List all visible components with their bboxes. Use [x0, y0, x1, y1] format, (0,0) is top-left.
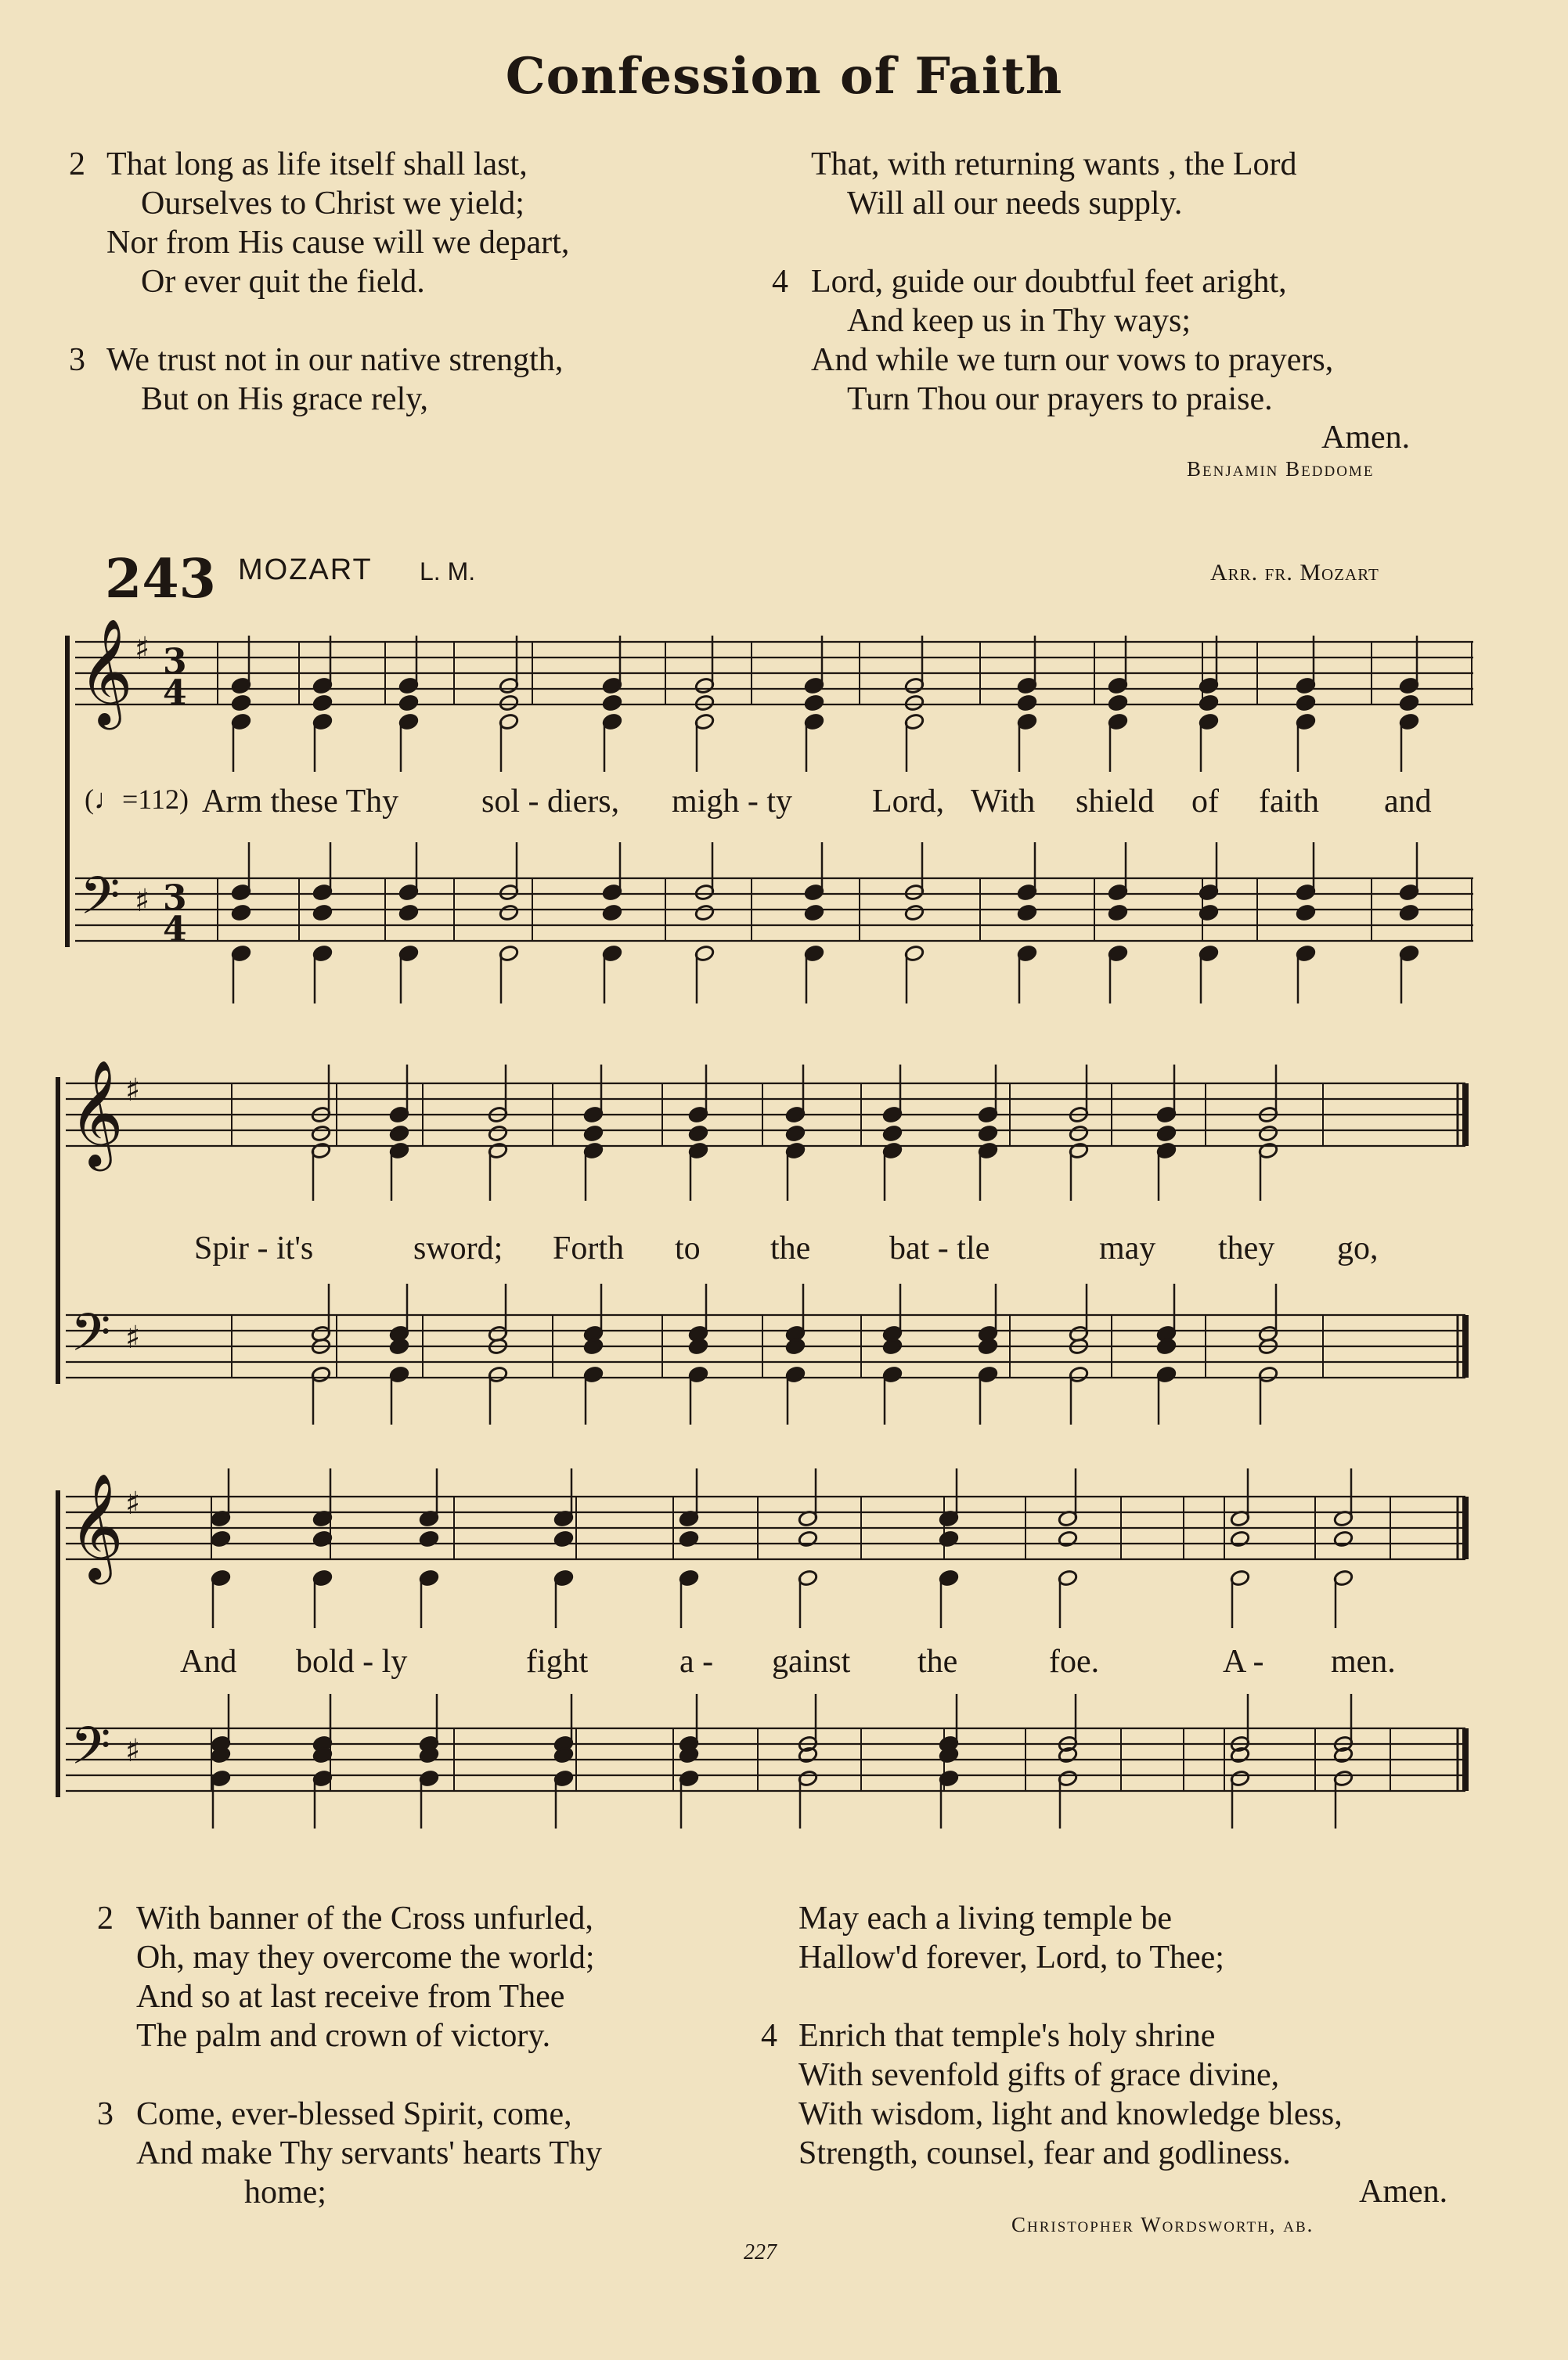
time-signature-bottom: 4 — [163, 910, 187, 949]
stanza-line: Oh, may they overcome the world; — [136, 1940, 595, 1976]
lyric-syllable: sol - diers, — [481, 784, 620, 820]
lyric-syllable: to — [675, 1230, 701, 1266]
notehead — [1199, 694, 1219, 712]
notehead — [1058, 1530, 1078, 1548]
notehead — [804, 694, 824, 712]
treble-clef-icon: 𝄞 — [69, 1058, 124, 1166]
notehead — [1108, 904, 1128, 922]
notehead — [488, 1125, 508, 1143]
lyric-syllable: bat - tle — [889, 1230, 990, 1266]
stanza-line: That long as life itself shall last, — [106, 146, 528, 182]
stanza-line: And keep us in Thy ways; — [847, 303, 1191, 339]
treble-clef-icon: 𝄞 — [78, 617, 133, 725]
notehead — [785, 1338, 806, 1356]
stanza-number: 4 — [761, 2018, 777, 2054]
sharp-icon: ♯ — [125, 1320, 141, 1356]
notehead — [785, 1125, 806, 1143]
stanza-line: And so at last receive from Thee — [136, 1979, 565, 2015]
notehead — [904, 904, 925, 922]
notehead — [398, 904, 419, 922]
notehead — [1258, 1125, 1278, 1143]
notehead — [419, 1530, 439, 1548]
notehead — [231, 694, 251, 712]
sharp-icon: ♯ — [125, 1486, 141, 1522]
page-number: 227 — [744, 2240, 777, 2265]
stanza-number: 4 — [772, 264, 788, 300]
stanza-number: 3 — [69, 342, 85, 378]
notehead — [1399, 904, 1419, 922]
lyric-syllable: shield — [1076, 784, 1155, 820]
notehead — [583, 1125, 604, 1143]
notehead — [694, 904, 715, 922]
amen: Amen. — [1321, 420, 1411, 456]
notehead — [939, 1530, 959, 1548]
lyric-syllable: Lord, — [872, 784, 945, 820]
hymn-number: 243 — [105, 548, 216, 611]
tune-name: MOZART — [238, 553, 373, 586]
notehead — [688, 1338, 708, 1356]
time-signature-top: 3 — [163, 642, 187, 682]
lyric-syllable: Forth — [553, 1230, 625, 1266]
lyric-syllable: With — [971, 784, 1036, 820]
stanza-line: Or ever quit the field. — [141, 264, 425, 300]
stanza-line: Will all our needs supply. — [847, 186, 1183, 222]
lyric-syllable: sword; — [413, 1230, 503, 1266]
lyric-syllable: a - — [679, 1644, 714, 1680]
sharp-icon: ♯ — [125, 1072, 141, 1108]
lyric-syllable: migh - ty — [672, 784, 792, 820]
notehead — [882, 1338, 903, 1356]
meter: L. M. — [420, 557, 476, 585]
lyric-syllable: may — [1099, 1230, 1156, 1266]
arranger-credit: Arr. fr. Mozart — [1210, 560, 1379, 585]
stanza-line: With sevenfold gifts of grace divine, — [798, 2057, 1280, 2093]
bass-clef-icon: 𝄢 — [80, 866, 121, 939]
stanza-line: Enrich that temple's holy shrine — [798, 2018, 1216, 2054]
lyric-syllable: the — [770, 1230, 811, 1266]
notehead — [553, 1530, 574, 1548]
stanza-line: And make Thy servants' hearts Thy — [136, 2135, 603, 2171]
bass-clef-icon: 𝄢 — [70, 1303, 111, 1375]
notehead — [798, 1530, 818, 1548]
notehead — [978, 1125, 998, 1143]
lyric-syllable: Arm these Thy — [202, 784, 399, 820]
lyric-syllable: A - — [1223, 1644, 1264, 1680]
notehead — [1296, 694, 1316, 712]
notehead — [1230, 1530, 1250, 1548]
stanza-line: home; — [244, 2174, 326, 2210]
sharp-icon: ♯ — [135, 631, 150, 667]
notehead — [1156, 1125, 1177, 1143]
treble-clef-icon: 𝄞 — [69, 1472, 124, 1580]
author-credit: Christopher Wordsworth, ab. — [1011, 2213, 1314, 2236]
stanza-line: Nor from His cause will we depart, — [106, 225, 570, 261]
notehead — [602, 904, 622, 922]
time-signature-bottom: 4 — [163, 673, 187, 713]
notehead — [1156, 1338, 1177, 1356]
notehead — [583, 1338, 604, 1356]
stanza-line: But on His grace rely, — [141, 381, 429, 417]
author-credit: Benjamin Beddome — [1187, 457, 1375, 481]
notehead — [231, 904, 251, 922]
stanza-line: Ourselves to Christ we yield; — [141, 186, 524, 222]
stanza-number: 3 — [97, 2096, 114, 2132]
stanza-line: We trust not in our native strength, — [106, 342, 564, 378]
notehead — [804, 904, 824, 922]
lyric-syllable: go, — [1337, 1230, 1379, 1266]
notehead — [1399, 694, 1419, 712]
notehead — [1296, 904, 1316, 922]
notehead — [211, 1530, 231, 1548]
notehead — [602, 694, 622, 712]
notehead — [312, 904, 333, 922]
notehead — [904, 694, 925, 712]
notehead — [1017, 694, 1037, 712]
lyric-syllable: bold - ly — [296, 1644, 408, 1680]
lyric-syllable: the — [917, 1644, 958, 1680]
lyric-syllable: faith — [1259, 784, 1319, 820]
notehead — [398, 694, 419, 712]
lyric-syllable: Spir - it's — [194, 1230, 314, 1266]
amen: Amen. — [1359, 2174, 1448, 2210]
stanza-line: Hallow'd forever, Lord, to Thee; — [798, 1940, 1224, 1976]
lyric-syllable: men. — [1331, 1644, 1396, 1680]
stanza-line: May each a living temple be — [798, 1901, 1172, 1937]
notehead — [389, 1125, 409, 1143]
tempo-marking: (♩=112) — [85, 784, 189, 815]
bass-clef-icon: 𝄢 — [70, 1716, 111, 1789]
notehead — [1108, 694, 1128, 712]
lyric-syllable: they — [1218, 1230, 1275, 1266]
lyric-syllable: And — [180, 1644, 237, 1680]
notehead — [688, 1125, 708, 1143]
notehead — [312, 694, 333, 712]
stanza-number: 2 — [69, 146, 85, 182]
lyric-syllable: gainst — [772, 1644, 851, 1680]
stanza-line: Come, ever-blessed Spirit, come, — [136, 2096, 572, 2132]
notehead — [694, 694, 715, 712]
notehead — [499, 694, 519, 712]
stanza-line: And while we turn our vows to prayers, — [811, 342, 1334, 378]
stanza-number: 2 — [97, 1901, 114, 1937]
notehead — [1017, 904, 1037, 922]
notehead — [978, 1338, 998, 1356]
time-signature-top: 3 — [163, 878, 187, 918]
page-title: Confession of Faith — [505, 47, 1063, 106]
notehead — [1199, 904, 1219, 922]
notehead — [311, 1125, 331, 1143]
sharp-icon: ♯ — [125, 1733, 141, 1769]
notehead — [1333, 1530, 1354, 1548]
stanza-line: With banner of the Cross unfurled, — [136, 1901, 593, 1937]
stanza-line: Lord, guide our doubtful feet aright, — [811, 264, 1287, 300]
notehead — [389, 1338, 409, 1356]
lyric-syllable: of — [1191, 784, 1219, 820]
stanza-line: The palm and crown of victory. — [136, 2018, 551, 2054]
stanza-line: Turn Thou our prayers to praise. — [847, 381, 1273, 417]
notehead — [882, 1125, 903, 1143]
lyric-syllable: fight — [526, 1644, 589, 1680]
stanza-line: That, with returning wants , the Lord — [811, 146, 1297, 182]
notehead — [1069, 1125, 1089, 1143]
sharp-icon: ♯ — [135, 883, 150, 919]
notehead — [499, 904, 519, 922]
lyric-syllable: and — [1384, 784, 1432, 820]
stanza-line: Strength, counsel, fear and godliness. — [798, 2135, 1291, 2171]
notehead — [679, 1530, 699, 1548]
stanza-line: With wisdom, light and knowledge bless, — [798, 2096, 1343, 2132]
lyric-syllable: foe. — [1049, 1644, 1100, 1680]
